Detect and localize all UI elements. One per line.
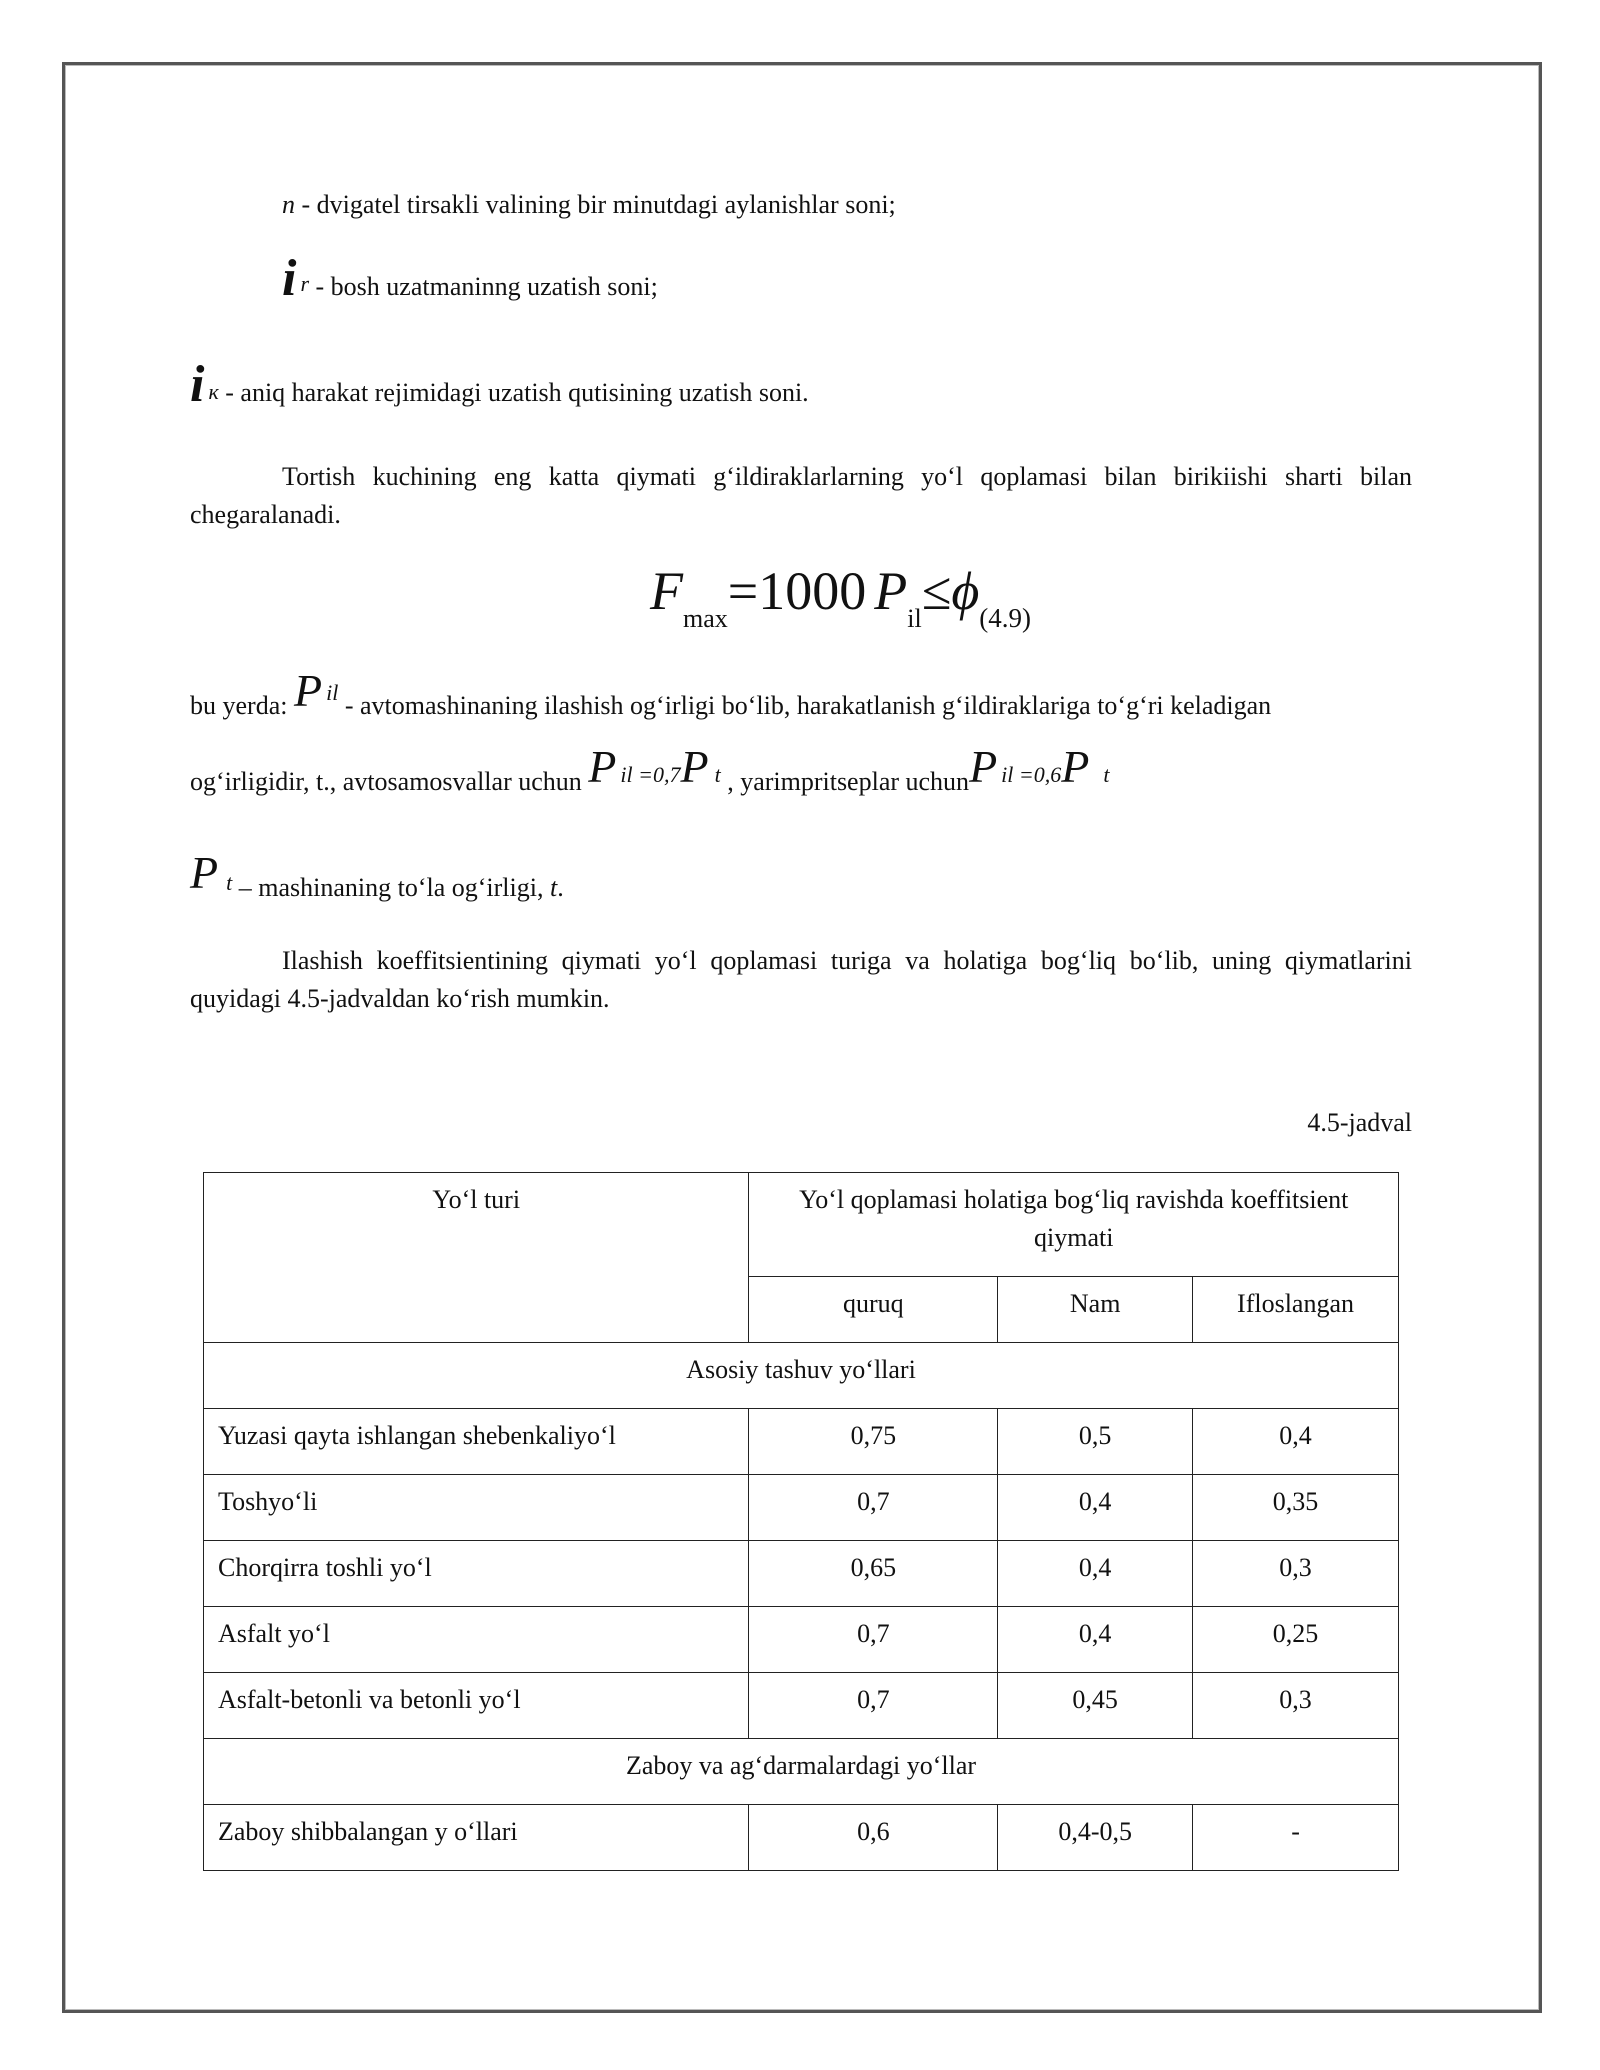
Pil-subscript: il xyxy=(326,680,339,705)
formula-4-9 xyxy=(650,560,1032,633)
explain-text-2: og‘irligidir, t., avtosamosvallar uchun xyxy=(190,767,589,796)
road-name: Zaboy shibbalangan y o‘llari xyxy=(204,1805,749,1871)
value-dirty: 0,4 xyxy=(1193,1409,1399,1475)
header-road-type: Yo‘l turi xyxy=(204,1173,749,1343)
P4-subscript: il =0,6 xyxy=(1001,762,1062,787)
value-dry: 0,7 xyxy=(749,1607,998,1673)
road-name: Asfalt yo‘l xyxy=(204,1607,749,1673)
P2-symbol: P xyxy=(588,741,617,792)
ir-symbol: i xyxy=(282,250,297,307)
coefficient-table xyxy=(203,1172,1399,1871)
table-caption: 4.5-jadval xyxy=(1307,1108,1412,1137)
ir-text: - bosh uzatmaninng uzatish soni; xyxy=(309,272,658,301)
explain-line-1 xyxy=(190,665,1412,726)
value-wet: 0,4 xyxy=(998,1607,1193,1673)
value-wet: 0,4-0,5 xyxy=(998,1805,1193,1871)
table-row xyxy=(204,1541,1399,1607)
value-wet: 0,4 xyxy=(998,1475,1193,1541)
table-row xyxy=(204,1673,1399,1739)
P3-subscript: t xyxy=(714,762,721,787)
P2-subscript: il =0,7 xyxy=(620,762,681,787)
explain-line-2 xyxy=(190,741,1110,802)
formula-phi: ϕ xyxy=(951,561,980,621)
value-wet: 0,5 xyxy=(998,1409,1193,1475)
formula-F-sub: max xyxy=(683,604,728,633)
road-name: Toshyo‘li xyxy=(204,1475,749,1541)
formula-le: ≤ xyxy=(921,561,952,621)
formula-F: F xyxy=(650,561,683,621)
value-wet: 0,45 xyxy=(998,1673,1193,1739)
bu-yerda-label: bu yerda: xyxy=(190,691,294,720)
P4-symbol: P xyxy=(969,741,998,792)
ik-text: - aniq harakat rejimidagi uzatish qutisining uzatish soni. xyxy=(218,378,809,407)
value-dry: 0,7 xyxy=(749,1475,998,1541)
section-main-roads: Asosiy tashuv yo‘llari xyxy=(204,1343,1399,1409)
road-name: Yuzasi qayta ishlangan shebenkaliyo‘l xyxy=(204,1409,749,1475)
road-name: Chorqirra toshli yo‘l xyxy=(204,1541,749,1607)
Pt-definition xyxy=(190,847,564,908)
section-face-dump-roads: Zaboy va ag‘darmalardagi yo‘llar xyxy=(204,1739,1399,1805)
ik-definition xyxy=(190,356,809,413)
table-row xyxy=(204,1805,1399,1871)
formula-P-sub: il xyxy=(907,604,922,633)
ir-definition xyxy=(282,250,658,307)
header-dirty: Ifloslangan xyxy=(1193,1277,1399,1343)
formula-P: P xyxy=(874,561,908,621)
value-dirty: 0,3 xyxy=(1193,1673,1399,1739)
Pt-text-t: t xyxy=(549,873,558,902)
P5-subscript: t xyxy=(1103,762,1110,787)
Pt-symbol: P xyxy=(190,847,219,898)
value-wet: 0,4 xyxy=(998,1541,1193,1607)
paragraph-coefficient: Ilashish koeffitsientining qiymati yo‘l qoplamasi turiga va holatiga bog‘liq bo‘lib, uning qiymatlarini quyidagi 4.5-jadvaldan ko‘rish mumkin. xyxy=(190,946,1412,1013)
ik-symbol: i xyxy=(190,356,205,413)
n-definition xyxy=(282,186,896,224)
formula-eq: =1000 xyxy=(727,561,867,621)
table-row xyxy=(204,1607,1399,1673)
Pt-text-b: . xyxy=(557,873,564,902)
paragraph-traction: Tortish kuchining eng katta qiymati g‘ildiraklarlarning yo‘l qoplamasi bilan birikiishi sharti bilan chegaralanadi. xyxy=(190,462,1412,529)
header-wet: Nam xyxy=(998,1277,1193,1343)
header-dry: quruq xyxy=(749,1277,998,1343)
n-variable: n xyxy=(282,190,295,219)
value-dry: 0,6 xyxy=(749,1805,998,1871)
value-dirty: 0,25 xyxy=(1193,1607,1399,1673)
value-dirty: 0,35 xyxy=(1193,1475,1399,1541)
header-coefficient: Yo‘l qoplamasi holatiga bog‘liq ravishda koeffitsient qiymati xyxy=(749,1173,1399,1277)
ir-subscript: r xyxy=(300,271,310,296)
value-dirty: 0,3 xyxy=(1193,1541,1399,1607)
road-name: Asfalt-betonli va betonli yo‘l xyxy=(204,1673,749,1739)
explain-text-1: - avtomashinaning ilashish og‘irligi bo‘lib, harakatlanish g‘ildiraklariga to‘g‘ri keladigan xyxy=(338,691,1272,720)
P3-symbol: P xyxy=(680,741,709,792)
value-dry: 0,75 xyxy=(749,1409,998,1475)
P5-symbol: P xyxy=(1061,741,1090,792)
ik-subscript: к xyxy=(208,379,219,404)
value-dirty: - xyxy=(1193,1805,1399,1871)
formula-number: (4.9) xyxy=(979,603,1032,633)
table-row xyxy=(204,1475,1399,1541)
n-text: - dvigatel tirsakli valining bir minutdagi aylanishlar soni; xyxy=(295,190,896,219)
explain-text-3: , yarimpritseplar uchun xyxy=(720,767,970,796)
Pt-subscript: t xyxy=(226,870,233,895)
Pt-text-a: – mashinaning to‘la og‘irligi, xyxy=(232,873,550,902)
value-dry: 0,7 xyxy=(749,1673,998,1739)
value-dry: 0,65 xyxy=(749,1541,998,1607)
table-row xyxy=(204,1409,1399,1475)
Pil-symbol: P xyxy=(293,665,323,716)
